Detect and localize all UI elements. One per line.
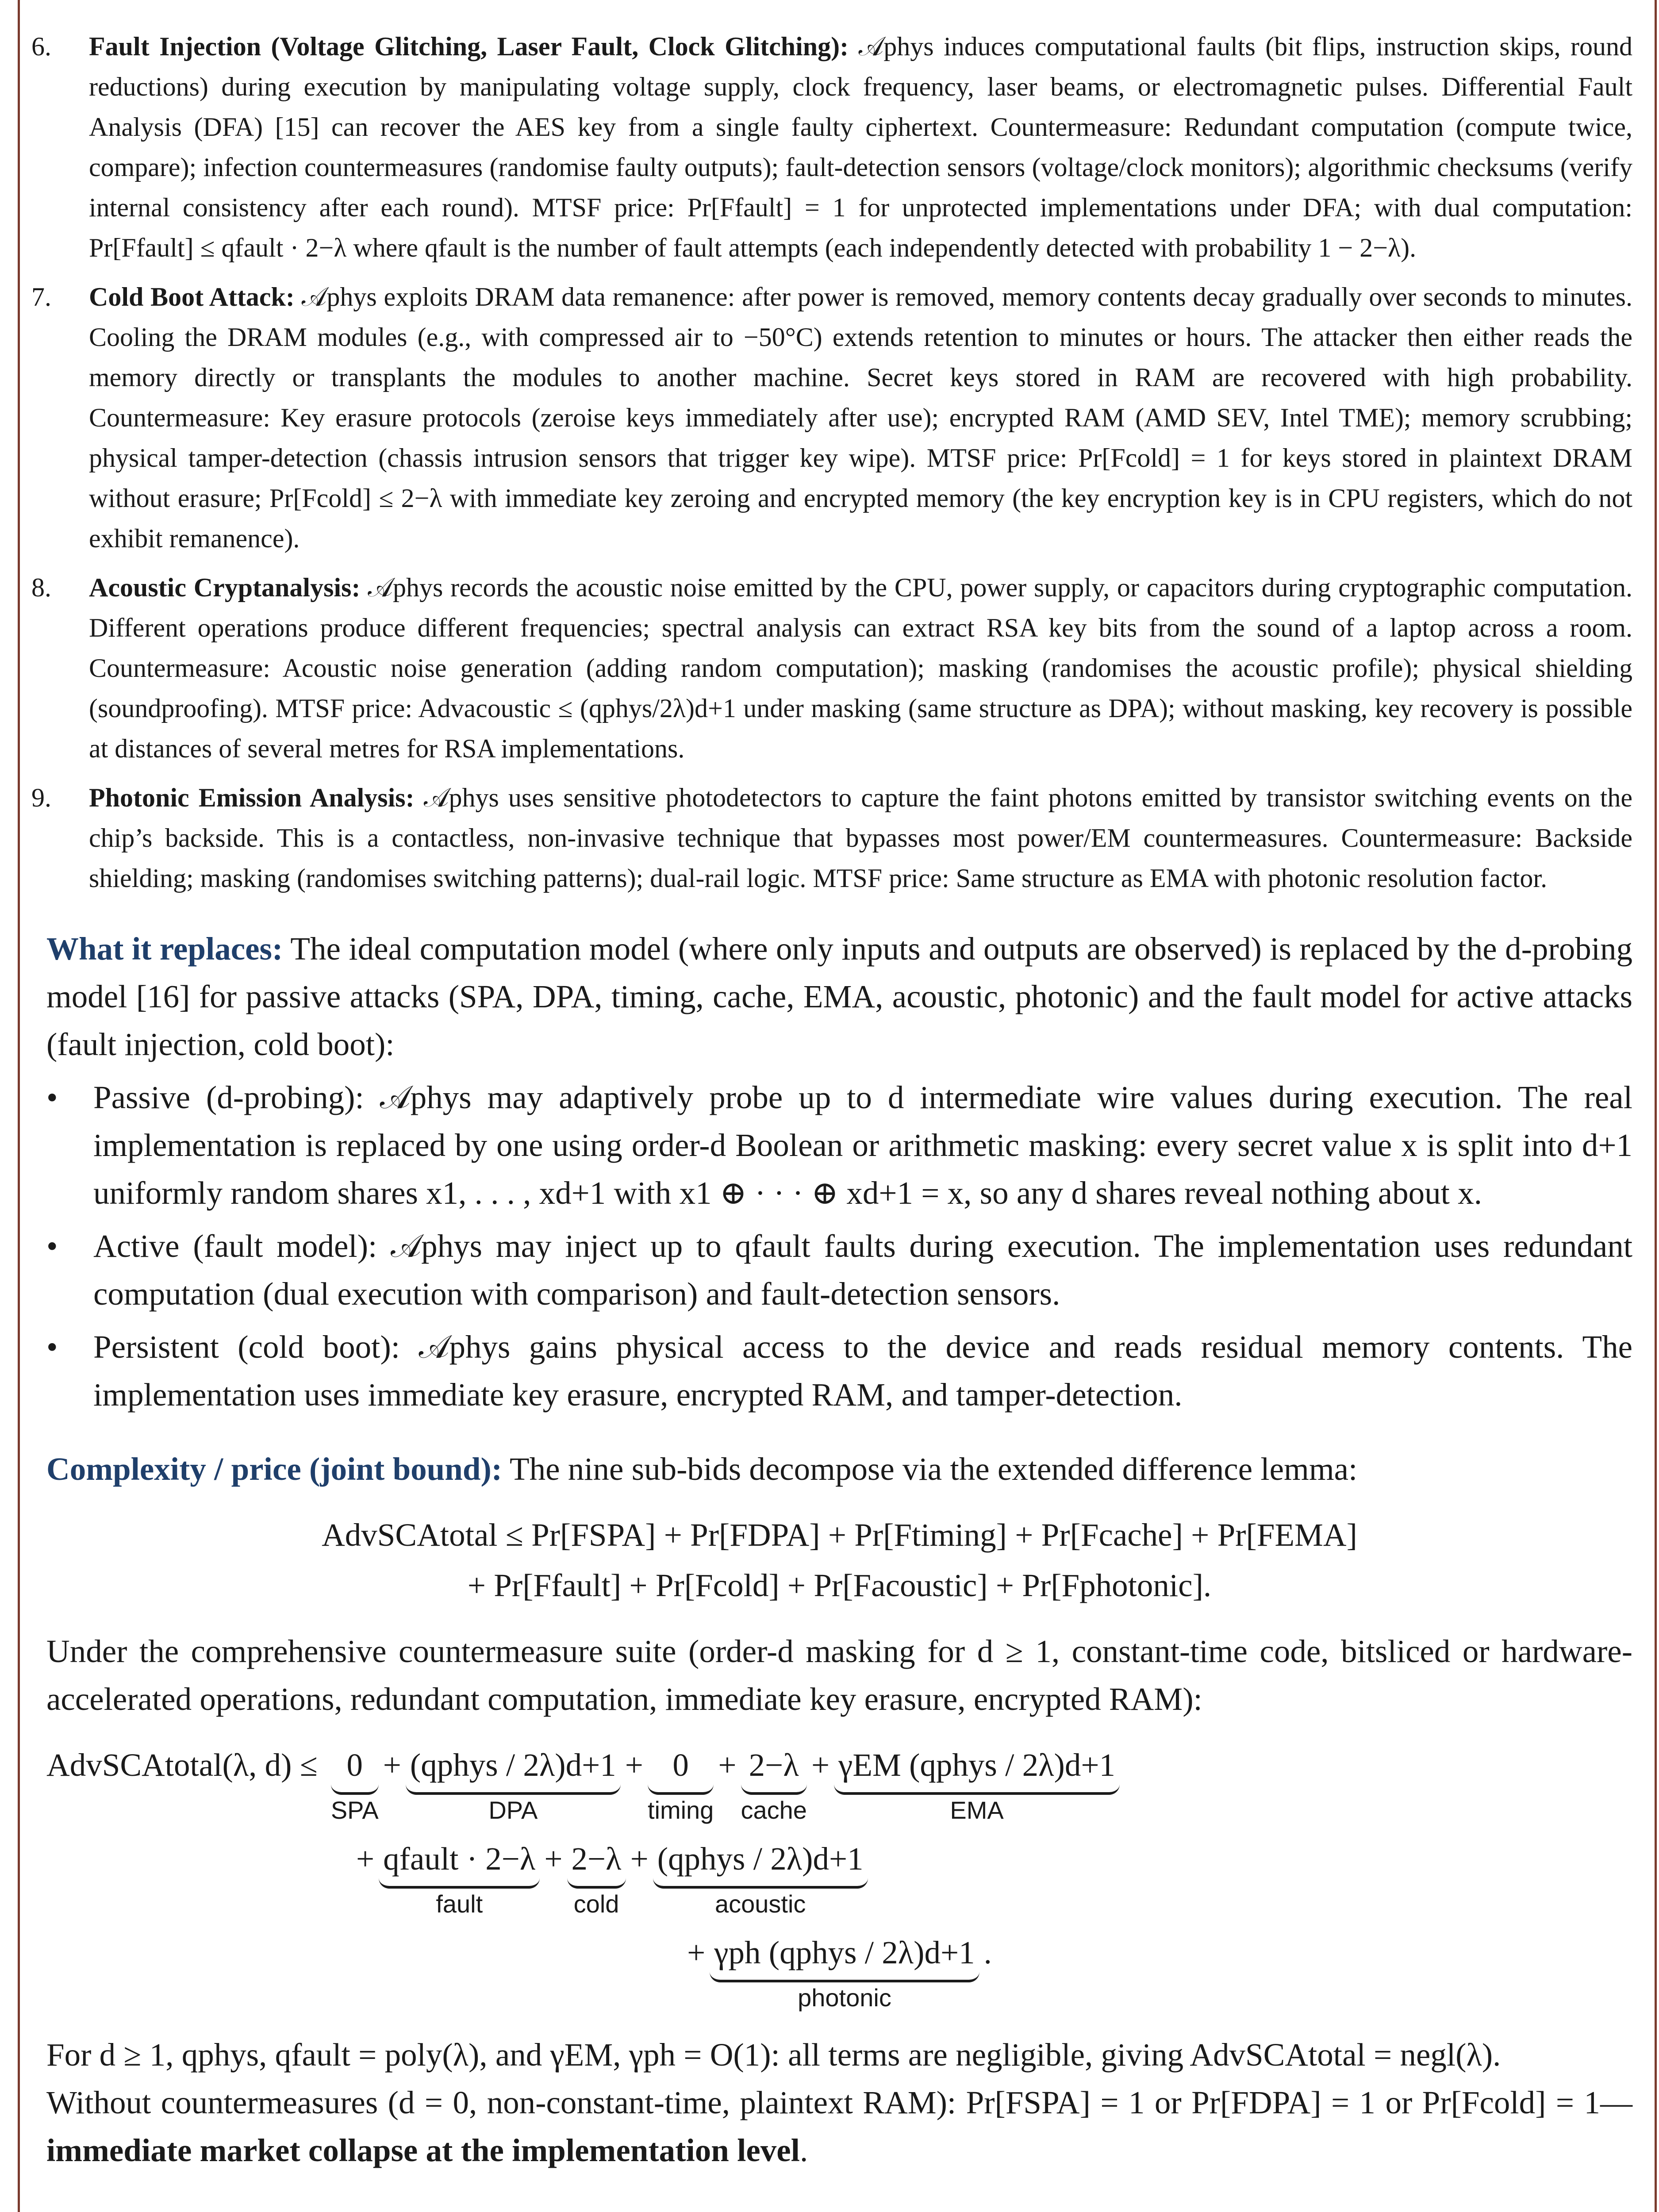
item-title: Photonic Emission Analysis: <box>89 783 415 812</box>
term-expr: (qphys / 2λ)d+1 <box>653 1835 868 1889</box>
item-body: 𝒜phys uses sensitive photodetectors to capture the faint photons emitted by transistor switching events on the chip’s backside. This is a contactless, non-invasive technique that bypasses most power/EM countermeasures. Countermeasure: Backside shielding; masking (randomises switching patterns); dual-rail logic. MTSF price: Same structure as EMA with photonic resolution factor. <box>89 783 1632 893</box>
term-label: acoustic <box>714 1890 806 1918</box>
term-expr: 2−λ <box>567 1835 626 1889</box>
item-number: 6. <box>31 32 51 61</box>
complexity-heading: Complexity / price (joint bound): <box>46 1451 503 1487</box>
term-cache <box>741 1741 807 1826</box>
bullet-item <box>46 1323 1632 1419</box>
conclusion-line-1: For d ≥ 1, qphys, qfault = poly(λ), and γEM, γph = O(1): all terms are negligible, giving AdvSCAtotal = negl(λ). <box>46 2037 1501 2073</box>
list-item <box>31 568 1632 769</box>
term-fault <box>379 1835 540 1920</box>
item-body: 𝒜phys induces computational faults (bit flips, instruction skips, round reductions) during execution by manipulating voltage supply, clock frequency, laser beams, or electromagnetic pulses. Differential Fault Analysis (DFA) [15] can recover the AES key from a single faulty ciphertext. Countermeasure: Redundant computation (compute twice, compare); infection countermeasures (randomise faulty outputs); fault-detection sensors (voltage/clock monitors); algorithmic checksums (verify internal consistency after each round). MTSF price: Pr[Ffault] = 1 for unprotected implementations under DFA; with dual computation: Pr[Ffault] ≤ qfault · 2−λ where qfault is the number of fault attempts (each independently detected with probability 1 − 2−λ). <box>89 32 1632 262</box>
term-expr: 0 <box>648 1741 714 1795</box>
item-number: 9. <box>31 783 51 812</box>
term-expr: 2−λ <box>741 1741 807 1795</box>
term-label: cache <box>741 1796 807 1824</box>
bullet-item <box>46 1074 1632 1217</box>
item-title: Acoustic Cryptanalysis: <box>89 573 361 602</box>
item-title: Fault Injection (Voltage Glitching, Laser Fault, Clock Glitching): <box>89 32 849 61</box>
item-number: 7. <box>31 282 51 311</box>
term-expr: (qphys / 2λ)d+1 <box>406 1741 621 1795</box>
term-label: EMA <box>950 1796 1004 1824</box>
bullet-text: Active (fault model): 𝒜phys may inject up to qfault faults during execution. The implementation uses redundant computation (dual execution with comparison) and fault-detection sensors. <box>93 1228 1632 1312</box>
countermeasure-text: Under the comprehensive countermeasure suite (order-d masking for d ≥ 1, constant-time code, bitsliced or hardware-accelerated operations, redundant computation, immediate key erasure, encrypted RAM): <box>46 1633 1632 1717</box>
term-expr: γph (qphys / 2λ)d+1 <box>710 1928 979 1982</box>
conclusion-period: . <box>799 2132 808 2168</box>
term-acoustic <box>653 1835 868 1920</box>
bullet-dot: • <box>46 1228 58 1264</box>
item-title: Cold Boot Attack: <box>89 282 295 311</box>
bullet-dot: • <box>46 1079 58 1115</box>
replaces-text: The ideal computation model (where only inputs and outputs are observed) is replaced by the d-probing model [16] for passive attacks (SPA, DPA, timing, cache, EMA, acoustic, photonic) and the fault model for active attacks (fault injection, cold boot): <box>46 931 1632 1062</box>
term-label: timing <box>647 1796 714 1824</box>
list-item <box>31 27 1632 268</box>
bullet-item <box>46 1222 1632 1318</box>
list-item <box>31 778 1632 899</box>
term-expr: qfault · 2−λ <box>379 1835 540 1889</box>
countermeasure-paragraph <box>46 1628 1632 1723</box>
term-label: photonic <box>798 1984 891 2012</box>
complexity-text: The nine sub-bids decompose via the extended difference lemma: <box>510 1451 1358 1487</box>
equation-row-3: + γph (qphys / 2λ)d+1 photonic . <box>46 1928 1632 2013</box>
conclusion-line-2 <box>46 2079 1632 2174</box>
term-label: DPA <box>488 1796 538 1824</box>
replaces-section <box>46 925 1632 1068</box>
item-number: 8. <box>31 573 51 602</box>
equation-line-1: AdvSCAtotal ≤ Pr[FSPA] + Pr[FDPA] + Pr[Ftiming] + Pr[Fcache] + Pr[FEMA] <box>322 1517 1357 1553</box>
term-dpa <box>406 1741 621 1826</box>
list-item <box>31 277 1632 559</box>
conclusion-text: Without countermeasures (d = 0, non-constant-time, plaintext RAM): Pr[FSPA] = 1 or Pr[FDPA] = 1 or Pr[Fcold] = 1— <box>46 2085 1632 2120</box>
equation-row-2: + qfault · 2−λ fault + 2−λ cold + (qphys / 2λ)d+1 acoustic <box>356 1835 1632 1920</box>
bullet-dot: • <box>46 1329 58 1365</box>
joint-bound-equation <box>46 1741 1632 2013</box>
equation-lhs: AdvSCAtotal(λ, d) ≤ <box>46 1747 318 1783</box>
equation-line-2: + Pr[Ffault] + Pr[Fcold] + Pr[Facoustic] + Pr[Fphotonic]. <box>467 1567 1212 1603</box>
term-label: cold <box>573 1890 619 1918</box>
item-body: 𝒜phys records the acoustic noise emitted by the CPU, power supply, or capacitors during cryptographic computation. Different operations produce different frequencies; spectral analysis can extract RSA key bits from the sound of a laptop across a room. Countermeasure: Acoustic noise generation (adding random computation); masking (randomises the acoustic profile); physical shielding (soundproofing). MTSF price: Advacoustic ≤ (qphys/2λ)d+1 under masking (same structure as DPA); without masking, key recovery is possible at distances of several metres for RSA implementations. <box>89 573 1632 763</box>
equation-row-1: AdvSCAtotal(λ, d) ≤ 0 SPA + (qphys / 2λ)d+1 DPA + 0 timing + 2−λ cache + γEM (qphys / 2λ)d+1 EMA <box>46 1741 1632 1826</box>
term-spa <box>331 1741 379 1826</box>
bullet-text: Persistent (cold boot): 𝒜phys gains physical access to the device and reads residual memory contents. The implementation uses immediate key erasure, encrypted RAM, and tamper-detection. <box>93 1329 1632 1413</box>
content-area <box>31 27 1632 2174</box>
item-body: 𝒜phys exploits DRAM data remanence: after power is removed, memory contents decay gradually over seconds to minutes. Cooling the DRAM modules (e.g., with compressed air to −50°C) extends retention to minutes or hours. The attacker then either reads the memory directly or transplants the modules to another machine. Secret keys stored in RAM are recovered with high probability. Countermeasure: Key erasure protocols (zeroise keys immediately after use); encrypted RAM (AMD SEV, Intel TME); memory scrubbing; physical tamper-detection (chassis intrusion sensors that trigger key wipe). MTSF price: Pr[Fcold] = 1 for keys stored in plaintext DRAM without erasure; Pr[Fcold] ≤ 2−λ with immediate key zeroing and encrypted memory (the key encryption key is in CPU registers, which do not exhibit remanence). <box>89 282 1632 553</box>
term-ema <box>834 1741 1120 1826</box>
term-expr: γEM (qphys / 2λ)d+1 <box>834 1741 1120 1795</box>
attack-list <box>31 27 1632 899</box>
replaces-heading: What it replaces: <box>46 931 283 967</box>
conclusion-paragraph <box>46 2031 1632 2174</box>
term-expr: 0 <box>331 1741 379 1795</box>
conclusion-emphasis: immediate market collapse at the implementation level <box>46 2132 800 2168</box>
term-timing <box>648 1741 714 1826</box>
complexity-section <box>46 1445 1632 1493</box>
term-label: fault <box>436 1890 483 1918</box>
union-bound-equation <box>46 1511 1632 1610</box>
term-label: SPA <box>330 1796 379 1824</box>
bullet-text: Passive (d-probing): 𝒜phys may adaptively probe up to d intermediate wire values during execution. The real implementation is replaced by one using order-d Boolean or arithmetic masking: every secret value x is split into d+1 uniformly random shares x1, . . . , xd+1 with x1 ⊕ · · · ⊕ xd+1 = x, so any d shares reveal nothing about x. <box>93 1079 1632 1211</box>
term-photonic <box>710 1928 979 2013</box>
term-cold <box>567 1835 626 1920</box>
